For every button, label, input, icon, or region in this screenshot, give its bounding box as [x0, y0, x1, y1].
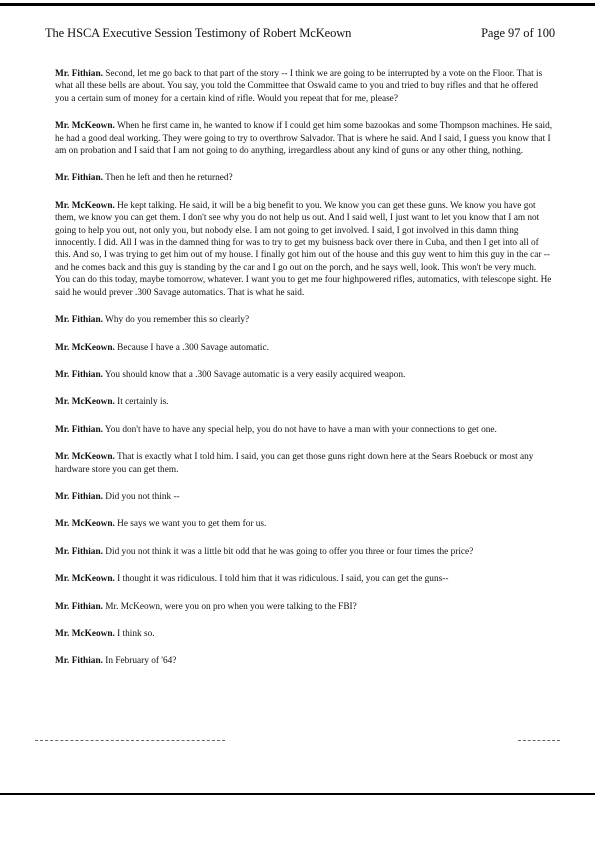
speech-text: Because I have a .300 Savage automatic.: [114, 342, 269, 353]
speech-text: I think so.: [114, 628, 155, 639]
speaker-name: Mr. McKeown.: [55, 628, 115, 639]
speaker-name: Mr. Fithian.: [55, 491, 103, 502]
testimony-paragraph: [55, 655, 553, 667]
speech-text: It certainly is.: [114, 397, 169, 408]
speaker-name: Mr. Fithian.: [55, 656, 103, 667]
speaker-name: Mr. McKeown.: [55, 397, 115, 408]
speaker-name: Mr. McKeown.: [55, 519, 115, 530]
testimony-paragraph: [55, 200, 553, 299]
testimony-paragraph: [55, 451, 553, 476]
speech-text: You should know that a .300 Savage automatic is a very easily acquired weapon.: [102, 369, 406, 380]
speaker-name: Mr. McKeown.: [55, 574, 115, 585]
testimony-paragraph: [55, 573, 553, 585]
speaker-name: Mr. McKeown.: [55, 342, 115, 353]
speech-text: That is exactly what I told him. I said, you can get those guns right down here at the Sears Roebuck or most any hardware store you can get them.: [55, 452, 534, 475]
speech-text: Mr. McKeown, were you on pro when you were talking to the FBI?: [102, 601, 357, 612]
testimony-paragraph: [55, 628, 553, 640]
bottom-border: [0, 793, 595, 795]
speech-text: He kept talking. He said, it will be a big benefit to you. We know you can get these guns. We know you have got them, we know you can get them. I don't see why you do not help us out. And I said well, I just want to let you know that I am not going to help you out, not only you, but nobody else. I am not going to get involved. I said, I got involved in this damn thing innocently. I did. All I was in the damned thing for was to try to get my buisness back over there in Cuba, and then I get into all of this. And so, I was trying to get him out of my house. I finally got him out of the house and this guy went to him this guy in the car -- and he comes back and this guy is standing by the car and I go out on the porch, and he says well, look. This won't be very much. You can do this today, maybe tomorrow, whatever. I want you to get me four highpowered rifles, automatics, with telescope sight. He said he would prever .300 Savage automatics. That is what he said.: [55, 200, 552, 298]
testimony-paragraph: [55, 314, 553, 326]
speech-text: You don't have to have any special help, you do not have to have a man with your connections to get one.: [102, 424, 497, 435]
top-border: [0, 3, 595, 6]
speech-text: Did you not think it was a little bit odd that he was going to offer you three or four times the price?: [102, 546, 474, 557]
speech-text: I thought it was ridiculous. I told him that it was ridiculous. I said, you can get the guns--: [114, 574, 449, 585]
speech-text: Why do you remember this so clearly?: [102, 315, 250, 326]
speaker-name: Mr. Fithian.: [55, 69, 103, 79]
testimony-paragraph: [55, 518, 553, 530]
testimony-body: [55, 68, 553, 683]
speech-text: Second, let me go back to that part of the story -- I think we are going to be interrupted by a vote on the Floor. That is what all these bells are about. You say, you told the Committee that Oswald came to you and tried to buy rifles and that he offered you a certain sum of money for a certain kind of rifle. Would you repeat that for me, please?: [55, 69, 543, 104]
speech-text: He says we want you to get them for us.: [114, 519, 267, 530]
testimony-paragraph: [55, 342, 553, 354]
testimony-paragraph: [55, 491, 553, 503]
page-header: [45, 26, 555, 42]
testimony-paragraph: [55, 396, 553, 408]
testimony-paragraph: [55, 424, 553, 436]
speech-text: Did you not think --: [102, 491, 180, 502]
speaker-name: Mr. Fithian.: [55, 546, 103, 557]
speaker-name: Mr. Fithian.: [55, 369, 103, 380]
speaker-name: Mr. Fithian.: [55, 601, 103, 612]
testimony-paragraph: [55, 120, 553, 157]
scan-artifact-right: [518, 740, 560, 741]
scan-artifact-left: [35, 740, 225, 741]
speaker-name: Mr. Fithian.: [55, 173, 103, 184]
testimony-paragraph: [55, 601, 553, 613]
speaker-name: Mr. McKeown.: [55, 121, 115, 132]
speaker-name: Mr. Fithian.: [55, 424, 103, 435]
page-number: Page 97 of 100: [481, 26, 555, 40]
testimony-paragraph: [55, 546, 553, 558]
testimony-paragraph: [55, 369, 553, 381]
speech-text: In February of '64?: [102, 656, 177, 667]
speech-text: Then he left and then he returned?: [102, 173, 233, 184]
document-title: The HSCA Executive Session Testimony of Robert McKeown: [45, 26, 352, 40]
testimony-paragraph: [55, 68, 553, 105]
speech-text: When he first came in, he wanted to know if I could get him some bazookas and some Thompson machines. He said, he had a good deal working. They were going to try to overthrow Salvador. That is where he said. And I said, I guess you know that I am on probation and I said that I am not going to do anything, irregardless about any kind of guns or any other thing, nothing.: [55, 121, 553, 157]
speaker-name: Mr. McKeown.: [55, 200, 115, 211]
speaker-name: Mr. Fithian.: [55, 315, 103, 326]
speaker-name: Mr. McKeown.: [55, 452, 115, 463]
testimony-paragraph: [55, 172, 553, 184]
